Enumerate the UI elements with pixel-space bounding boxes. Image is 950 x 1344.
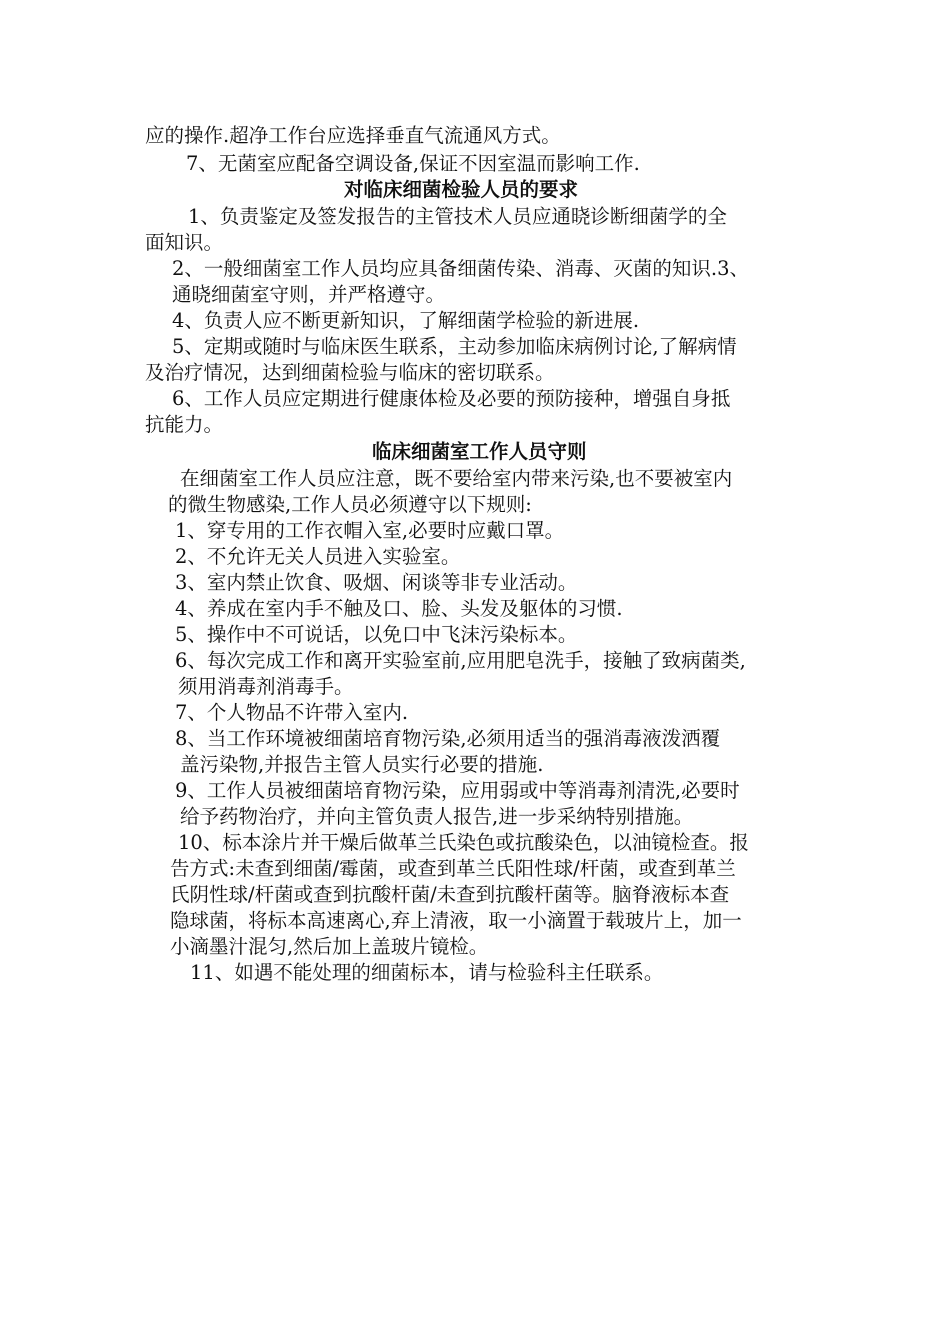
text-line: 6、工作人员应定期进行健康体检及必要的预防接种，增强自身抵 [172, 387, 731, 410]
text-line: 7、无菌室应配备空调设备,保证不因室温而影响工作. [186, 152, 640, 175]
text-line: 11、如遇不能处理的细菌标本，请与检验科主任联系。 [190, 961, 664, 984]
text-line: 7、个人物品不许带入室内. [175, 701, 409, 724]
text-line: 盖污染物,并报告主管人员实行必要的措施. [180, 753, 544, 776]
text-line: 5、定期或随时与临床医生联系，主动参加临床病例讨论,了解病情 [172, 335, 737, 358]
text-line: 在细菌室工作人员应注意，既不要给室内带来污染,也不要被室内 [180, 467, 733, 490]
text-line: 9、工作人员被细菌培育物污染，应用弱或中等消毒剂清洗,必要时 [175, 779, 740, 802]
text-line: 10、标本涂片并干燥后做革兰氏染色或抗酸染色，以油镜检查。报 [178, 831, 749, 854]
section-title-lab-rules: 临床细菌室工作人员守则 [372, 440, 587, 463]
text-line: 4、养成在室内手不触及口、脸、头发及躯体的习惯. [175, 597, 623, 620]
text-line: 小滴墨汁混匀,然后加上盖玻片镜检。 [170, 935, 489, 958]
text-line: 应的操作.超净工作台应选择垂直气流通风方式。 [145, 124, 561, 147]
text-line: 3、室内禁止饮食、吸烟、闲谈等非专业活动。 [175, 571, 578, 594]
text-line: 须用消毒剂消毒手。 [178, 675, 354, 698]
text-line: 及治疗情况，达到细菌检验与临床的密切联系。 [145, 361, 555, 384]
text-line: 2、不允许无关人员进入实验室。 [175, 545, 461, 568]
section-title-staff-requirements: 对临床细菌检验人员的要求 [344, 178, 579, 201]
text-line: 2、一般细菌室工作人员均应具备细菌传染、消毒、灭菌的知识.3、 [172, 257, 750, 280]
text-line: 抗能力。 [145, 413, 224, 436]
text-line: 8、当工作环境被细菌培育物污染,必须用适当的强消毒液泼洒覆 [175, 727, 721, 750]
text-line: 面知识。 [145, 231, 224, 254]
text-line: 1、负责鉴定及签发报告的主管技术人员应通晓诊断细菌学的全 [188, 205, 727, 228]
text-line: 5、操作中不可说话，以免口中飞沫污染标本。 [175, 623, 578, 646]
text-line: 给予药物治疗，并向主管负责人报告,进一步采纳特别措施。 [180, 805, 694, 828]
text-line: 的微生物感染,工作人员必须遵守以下规则: [168, 493, 532, 516]
text-line: 氏阴性球/杆菌或查到抗酸杆菌/未查到抗酸杆菌等。脑脊液标本查 [170, 883, 730, 906]
text-line: 通晓细菌室守则，并严格遵守。 [172, 283, 446, 306]
text-line: 隐球菌，将标本高速离心,弃上清液，取一小滴置于载玻片上，加一 [170, 909, 742, 932]
text-line: 4、负责人应不断更新知识，了解细菌学检验的新进展. [172, 309, 640, 332]
text-line: 6、每次完成工作和离开实验室前,应用肥皂洗手，接触了致病菌类, [175, 649, 746, 672]
text-line: 告方式:未查到细菌/霉菌，或查到革兰氏阳性球/杆菌，或查到革兰 [170, 857, 736, 880]
text-line: 1、穿专用的工作衣帽入室,必要时应戴口罩。 [175, 519, 565, 542]
